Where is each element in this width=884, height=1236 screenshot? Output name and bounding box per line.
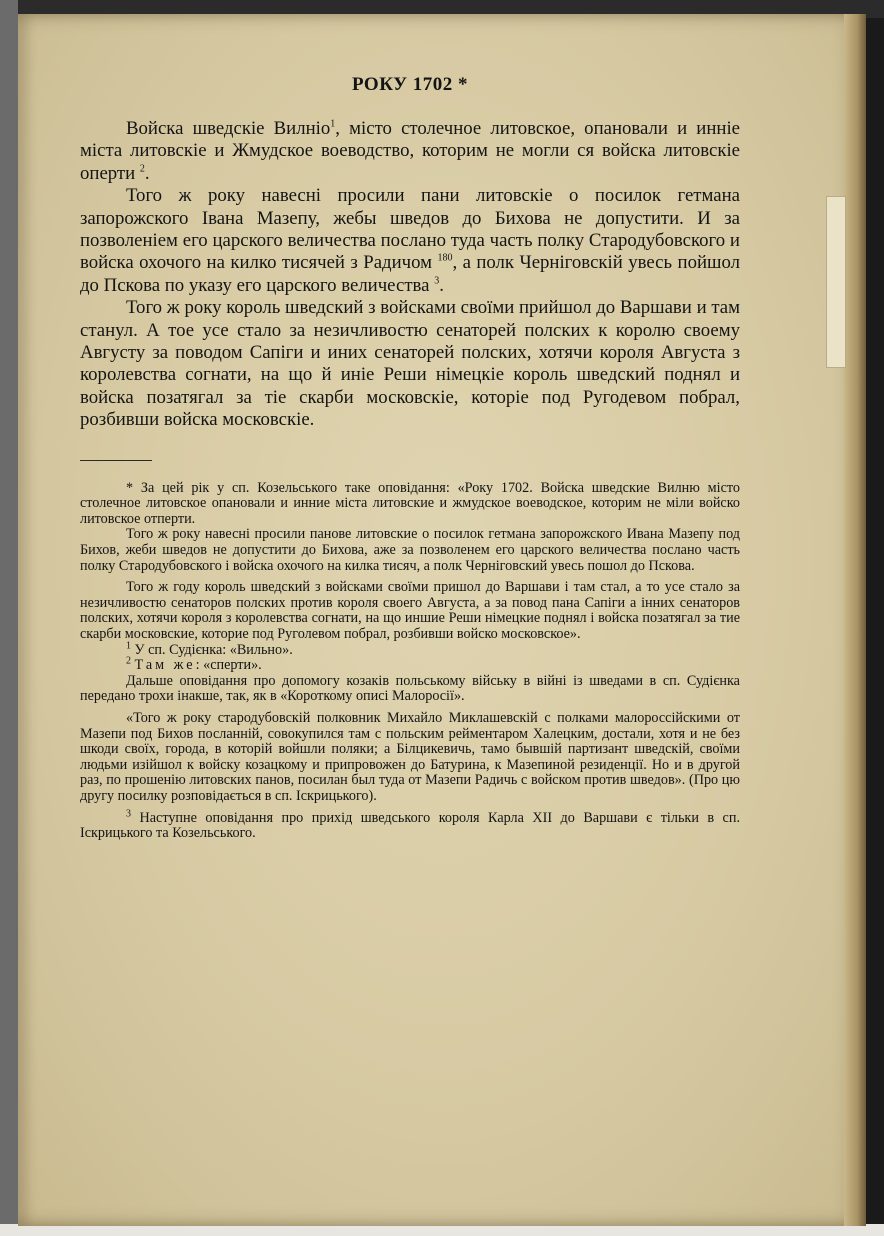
note-star-3: Того ж году король шведский з войсками своїми пришол до Варшави і там стал, а то усе стало за незичливостю сенаторов полских против короля своего Августа, а за повод пана Сапіги а інних сенаторов полских, хотячи короля з королевства согнати, на що иншие Реши німецкие поднял і войска позатягал за тие скарби московские, которие под Руголевом побрал, розбивши войско московское». <box>80 579 740 643</box>
main-text <box>80 118 740 432</box>
footnote-ref-1: 1 <box>330 118 336 130</box>
paragraph-2-text-c: . <box>439 274 444 296</box>
note-2-quote: «Того ж року стародубовскій полковник Михайло Миклашевскій с полками малороссійскими от Мазепи под Бихов посланній, совокупился там с польским рейментаром Халецким, достали, хотя и не без шкоди своїх, города, в которій войшли поляки; а Білцикевичь, тамо бывшій партизант шведскій, своїми людьми изійшол к войску козацкому и припровожен до Батурина, к Мазепиной резиденції. Но и в другой раз, по прошенію литовских панов, посилан был туда от Мазепи Радичь с войском против шведов». (Про цю другу посилку розповідається в сп. Іскрицького). <box>80 710 740 804</box>
paragraph-1 <box>80 118 740 185</box>
note-star-1: * За цей рік у сп. Козельського таке оповідання: «Року 1702. Войска шведские Вилню місто столечное литовское опановали и инние міста литовские и жмудское воеводское, которим не міли войско литовское отперти. <box>80 479 740 527</box>
note-2-continuation: Дальше оповідання про допомогу козаків польському війську в війні із шведами в сп. Судієнка передано трохи інакше, так, як в «Короткому описі Малоросії». <box>80 672 740 705</box>
footnote-ref-180: 180 <box>437 253 453 265</box>
left-scan-edge <box>0 0 18 1236</box>
page-edge-tab <box>826 196 846 368</box>
footnote-ref-2: 2 <box>139 163 145 175</box>
paragraph-1-text-a: Войска шведскіе Вилніо <box>126 118 331 139</box>
footnote-ref-3: 3 <box>434 275 440 287</box>
note-1-number: 1 <box>126 639 131 651</box>
note-1 <box>80 639 740 659</box>
note-2 <box>80 655 740 674</box>
page-content <box>80 74 740 842</box>
footnote-divider <box>80 460 152 461</box>
page-title: РОКУ 1702 * <box>351 74 469 95</box>
note-3-text: Наступне оповідання про прихід шведського короля Карла XII до Варшави є тільки в сп. Іскрицького та Козельського. <box>80 809 740 842</box>
note-3 <box>80 807 740 842</box>
paragraph-1-text-b: , місто столечное литовское, опановали и инніе міста литовскіе и Жмудское воеводство, которим не могли ся войска литовскіе оперти <box>80 118 740 184</box>
paragraph-3: Того ж року король шведский з войсками своїми прийшол до Варшави и там станул. А тое усе стало за незичливостю сенаторей полских к королю своему Августу за поводом Сапіги и иних сенаторей полских, хотячи короля Августа з королевства согнати, на що й иніе Реши німецкіе король шведский поднял и войска позатягал за тіе скарби московскіе, которіе под Ругодевом побрал, розбивши войска московскіе. <box>80 297 740 431</box>
note-3-number: 3 <box>126 807 131 819</box>
footnotes <box>80 481 740 842</box>
paragraph-1-text-c: . <box>144 162 150 184</box>
note-2-text: : «сперти». <box>195 657 262 674</box>
note-2-number: 2 <box>126 655 131 667</box>
paragraph-2-text-a: Того ж року навесні просили пани литовскіе о посилок гетмана запорожского Івана Мазепу, жебы шведов до Бихова не допустити. И за позволеніем его царского величества послано туда часть полку Стародубовского и войска охочого на килко тисячей з Радичом <box>80 185 740 274</box>
paragraph-2-text-b: , а полк Черніговскій увесь пойшол до Пскова по указу его царского величества <box>80 252 740 296</box>
page-edge-shadow <box>844 14 866 1226</box>
note-star-2: Того ж року навесні просили панове литовские о посилок гетмана запорожского Ивана Мазепу под Бихов, жеби шведов не допустити до Бихова, аже за позволенем его царского величества послано часть полку Стародубовского і войска охочого на килка тисяч, а полк Черніговский увесь пошол до Пскова. <box>80 526 740 574</box>
note-1-text: У сп. Судієнка: «Вильно». <box>131 641 293 658</box>
paragraph-2 <box>80 185 740 297</box>
note-2-spaced: Там же <box>134 657 196 674</box>
